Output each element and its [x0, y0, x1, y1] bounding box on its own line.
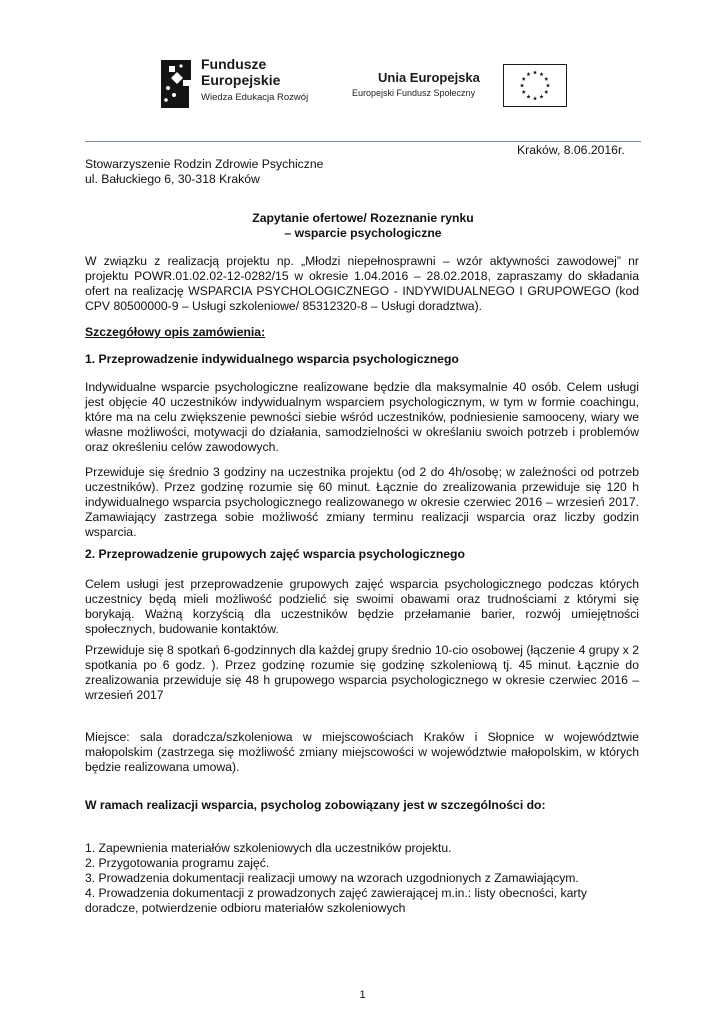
location-paragraph: Miejsce: sala doradcza/szkoleniowa w miejscowościach Kraków i Słopnice w województwie małopolskim (zastrzega się możliwość zmiany miejscowości w województwie małopolskim, w których będzie realizowana umowa).	[85, 730, 639, 774]
section2-paragraph1: Celem usługi jest przeprowadzenie grupowych zajęć wsparcia psychologicznego podczas których uczestnicy będą mieli możliwość podzielić się swoimi obawami oraz trudnościami z którymi się borykają. Ważną korzyścią dla uczestników będzie przełamanie barier, rozwój umiejętności społecznych, budowanie kontaktów.	[85, 577, 639, 636]
section1-paragraph1: Indywidualne wsparcie psychologiczne realizowane będzie dla maksymalnie 40 osób. Celem usługi jest objęcie 40 uczestników indywidualnym wsparciem psychologicznym, w tym w formie coachingu, które ma na celu zwiększenie pewności siebie wśród uczestników, podniesienie samooceny, wiary we własne możliwości, motywacji do działania, samodzielności w określaniu swoich potrzeb i problemów oraz określeniu celów zawodowych.	[85, 380, 639, 454]
funds-name-line2: Europejskie	[201, 72, 281, 88]
duties-list	[85, 841, 639, 916]
duties-heading: W ramach realizacji wsparcia, psycholog zobowiązany jest w szczególności do:	[85, 798, 546, 812]
page-number: 1	[359, 989, 366, 1001]
page-header	[0, 50, 725, 120]
list-item: 1. Zapewnienia materiałów szkoleniowych dla uczestników projektu.	[85, 841, 452, 855]
funds-name-line1: Fundusze	[201, 56, 267, 72]
header-divider	[85, 141, 641, 142]
document-title: Zapytanie ofertowe/ Rozeznanie rynku	[252, 211, 474, 225]
sender-address: ul. Bałuckiego 6, 30-318 Kraków	[85, 172, 260, 186]
section2-heading: 2. Przeprowadzenie grupowych zajęć wsparcia psychologicznego	[85, 547, 465, 561]
document-subtitle: – wsparcie psychologiczne	[284, 226, 442, 240]
list-item: 2. Przygotowania programu zajęć.	[85, 856, 270, 870]
fundusze-europejskie-logo	[157, 58, 197, 110]
funds-program-name: Wiedza Edukacja Rozwój	[201, 92, 309, 103]
list-item: 4. Prowadzenia dokumentacji z prowadzonych zajęć zawierającej m.in.: listy obecności, karty doradcze, potwierdzenie odbioru materiałów szkoleniowych	[85, 886, 587, 915]
section1-paragraph2: Przewiduje się średnio 3 godziny na uczestnika projektu (od 2 do 4h/osobę; w zależności od potrzeb uczestników). Przez godzinę rozumie się 60 minut. Łącznie do zrealizowania przewiduje się 120 h indywidualnego wsparcia psychologicznego realizowanego w okresie czerwiec 2016 – wrzesień 2017. Zamawiający zastrzega sobie możliwość zmiany terminu realizacji wsparcia oraz liczby godzin wsparcia.	[85, 465, 639, 539]
section1-heading: 1. Przeprowadzenie indywidualnego wsparcia psychologicznego	[85, 352, 459, 366]
letter-date: Kraków, 8.06.2016r.	[517, 143, 625, 157]
eu-flag-icon	[503, 64, 567, 107]
sender-name: Stowarzyszenie Rodzin Zdrowie Psychiczne	[85, 157, 324, 171]
eu-fund-name: Europejski Fundusz Społeczny	[352, 88, 476, 98]
details-heading: Szczegółowy opis zamówienia:	[85, 325, 266, 339]
eu-title: Unia Europejska	[378, 70, 480, 85]
intro-paragraph: W związku z realizacją projektu np. „Młodzi niepełnosprawni – wzór aktywności zawodowej” nr projektu POWR.01.02.02-12-0282/15 w okresie 1.04.2016 – 28.02.2018, zapraszamy do składania ofert na realizację WSPARCIA PSYCHOLOGICZNEGO - INDYWIDUALNEGO I GRUPOWEGO (kod CPV 80500000-9 – Usługi szkoleniowe/ 85312320-8 – Usługi doradztwa).	[85, 254, 639, 313]
list-item: 3. Prowadzenia dokumentacji realizacji umowy na wzorach uzgodnionych z Zamawiającym.	[85, 871, 579, 885]
section2-paragraph2: Przewiduje się 8 spotkań 6-godzinnych dla każdej grupy średnio 10-cio osobowej (łączenie 4 grupy x 2 spotkania po 6 godz. ). Przez godzinę rozumie się godzinę szkoleniową tj. 45 minut. Łącznie do zrealizowania przewiduje się 48 h grupowego wsparcia psychologicznego w okresie czerwiec 2016 – wrzesień 2017	[85, 643, 639, 702]
